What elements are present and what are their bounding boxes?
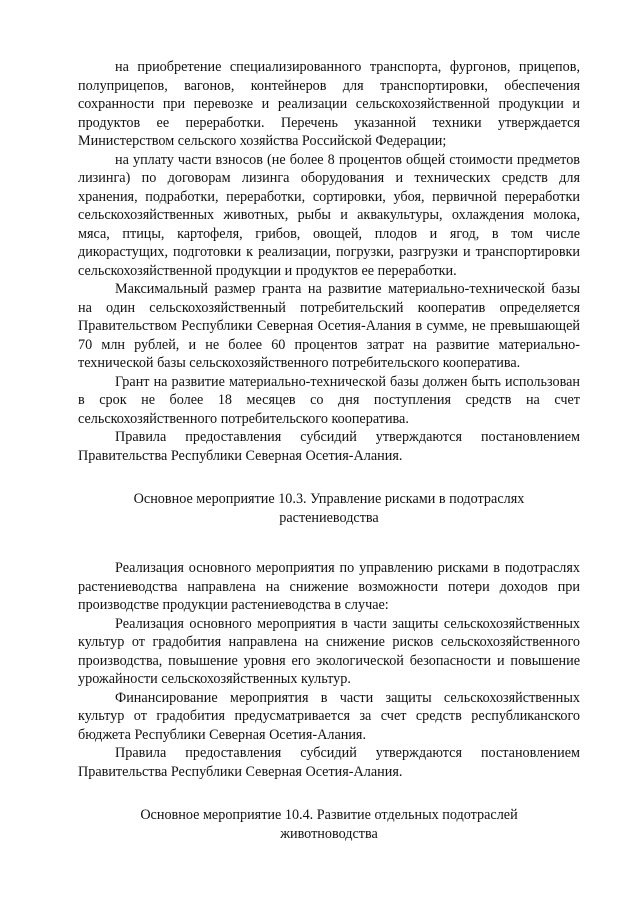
section-heading-10-4: Основное мероприятие 10.4. Развитие отдельных подотраслей животноводства xyxy=(140,807,518,842)
paragraph-transport: на приобретение специализированного транспорта, фургонов, прицепов, полуприцепов, вагонов, контейнеров для транспортировки, обеспечения сохранности при перевозке и реализации сельскохозяйственной продукции и продуктов ее переработки. Перечень указанной техники утверждается Министерством сельского хозяйства Российской Федерации; xyxy=(78,59,580,149)
paragraph-leasing: на уплату части взносов (не более 8 процентов общей стоимости предметов лизинга) по договорам лизинга оборудования и технических средств для хранения, подработки, переработки, сортировки, убоя, первичной переработки сельскохозяйственных животных, рыбы и аквакультуры, охлаждения молока, мяса, птицы, картофеля, грибов, овощей, плодов и ягод, в том числе дикорастущих, подготовки к реализации, погрузки, разгрузки и транспортировки сельскохозяйственной продукции и продуктов ее переработки. xyxy=(78,151,580,279)
paragraph-hail-protection: Реализация основного мероприятия в части защиты сельскохозяйственных культур от градобития направлена на снижение рисков сельскохозяйственного производства, повышение уровня его экологической безопасности и повышение урожайности сельскохозяйственных культур. xyxy=(78,615,580,687)
document-page xyxy=(78,58,580,843)
paragraph-risk-management: Реализация основного мероприятия по управлению рисками в подотраслях растениеводства направлена на снижение возможности потери доходов при производстве продукции растениеводства в случае: xyxy=(78,560,580,613)
paragraph-subsidy-rules-2: Правила предоставления субсидий утверждаются постановлением Правительства Республики Северная Осетия-Алания. xyxy=(78,745,580,780)
section-heading-10-3: Основное мероприятие 10.3. Управление рисками в подотраслях растениеводства xyxy=(133,491,525,526)
paragraph-financing: Финансирование мероприятия в части защиты сельскохозяйственных культур от градобития предусматривается за счет средств республиканского бюджета Республики Северная Осетия-Алания. xyxy=(78,689,580,743)
paragraph-subsidy-rules-1: Правила предоставления субсидий утверждаются постановлением Правительства Республики Северная Осетия-Алания. xyxy=(78,429,580,464)
paragraph-grant-term: Грант на развитие материально-технической базы должен быть использован в срок не более 18 месяцев со дня поступления средств на счет сельскохозяйственного потребительского кооператива. xyxy=(78,373,580,427)
paragraph-grant-size: Максимальный размер гранта на развитие материально-технической базы на один сельскохозяйственный потребительский кооператив определяется Правительством Республики Северная Осетия-Алания в сумме, не превышающей 70 млн рублей, и не более 60 процентов затрат на развитие материально-технической базы сельскохозяйственного потребительского кооператива. xyxy=(78,281,580,371)
